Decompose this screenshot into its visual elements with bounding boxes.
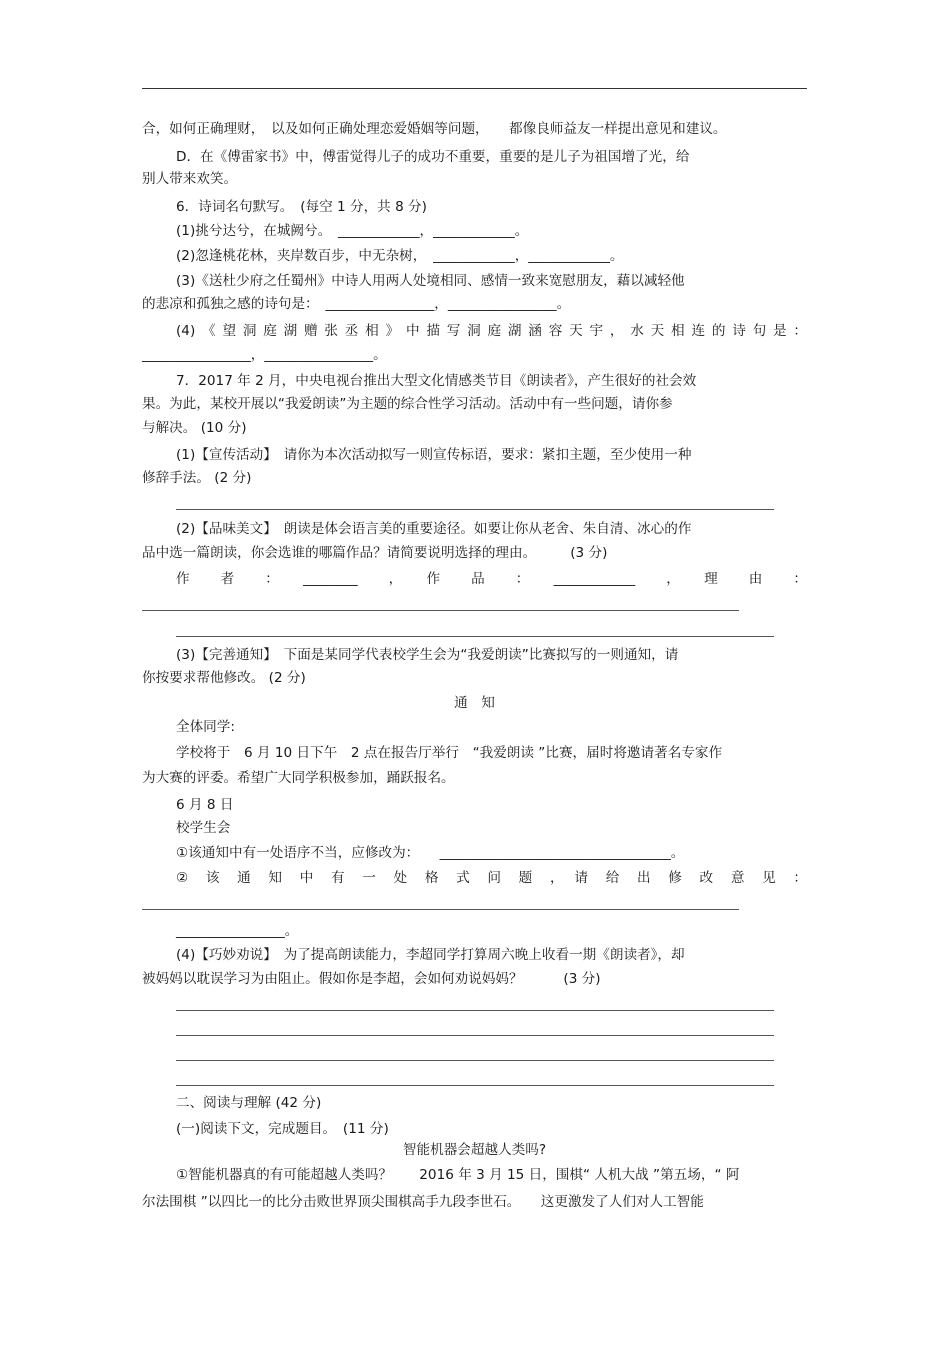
question-7-4-text: 被妈妈以耽误学习为由阻止。假如你是李超，会如何劝说妈妈？ (3 分) [142, 971, 601, 987]
header-rule [142, 88, 807, 89]
question-7-3-1: ①该通知中有一处语序不当，应修改为： __________________________________。 [176, 845, 685, 861]
section-2-1-title: (一)阅读下文，完成题目。 (11 分) [176, 1121, 389, 1137]
question-7-4: (4)【巧妙劝说】 为了提高朗读能力，李超同学打算周六晚上收看一期《朗读者》，却 [176, 947, 685, 963]
question-7-title: 7．2017 年 2 月，中央电视台推出大型文化情感类节目《朗读者》，产生很好的社会效 [176, 373, 697, 389]
question-7-3: (3)【完善通知】 下面是某同学代表校学生会为“我爱朗读”比赛拟写的一则通知，请 [176, 647, 679, 663]
question-6-title: 6．诗词名句默写。 (每空 1 分，共 8 分) [176, 199, 427, 215]
essay-paragraph: 尔法围棋 ”以四比一的比分击败世界顶尖围棋高手九段李世石。 这更激发了人们对人工智能 [142, 1194, 704, 1210]
answer-line [142, 610, 739, 611]
essay-paragraph: ①智能机器真的有可能超越人类吗？ 2016 年 3 月 15 日，围棋“ 人机大战 ”第五场，“ 阿 [176, 1167, 740, 1183]
essay-title: 智能机器会超越人类吗? [402, 1142, 547, 1158]
answer-line [176, 1010, 774, 1011]
question-7-3-text: 你按要求帮他修改。 (2 分) [142, 670, 306, 686]
answer-line [176, 1035, 774, 1036]
answer-line [176, 509, 774, 510]
answer-line [176, 1060, 774, 1061]
notice-body: 为大赛的评委。希望广大同学积极参加，踊跃报名。 [142, 770, 455, 786]
question-6-4: (4)《望洞庭湖赠张丞相》中描写洞庭湖涵容天宇，水天相连的诗句是： [176, 323, 807, 339]
question-7-text: 果。为此，某校开展以“我爱朗读”为主题的综合性学习活动。活动中有一些问题，请你参 [142, 396, 673, 412]
question-7-1: (1)【宣传活动】 请你为本次活动拟写一则宣传标语，要求：紧扣主题，至少使用一种 [176, 447, 692, 463]
question-6-2: (2)忽逢桃花林，夹岸数百步，中无杂树， ____________，____________。 [176, 248, 624, 264]
answer-line [142, 909, 739, 910]
notice-title: 通 知 [454, 695, 495, 711]
question-7-1-text: 修辞手法。 (2 分) [142, 470, 252, 486]
question-6-3: (3)《送杜少府之任蜀州》中诗人用两人处境相同、感情一致来宽慰朋友，藉以减轻他 [176, 273, 685, 289]
answer-line [176, 636, 774, 637]
section-2-title: 二、阅读与理解 (42 分) [176, 1095, 322, 1111]
question-7-text: 与解决。 (10 分) [142, 420, 247, 436]
notice-recipient: 全体同学: [176, 719, 235, 735]
question-7-3-2: ② 该 通 知 中 有 一 处 格 式 问 题 ， 请 给 出 修 改 意 见 ： [176, 870, 807, 886]
question-7-3-2-answer: ________________。 [176, 923, 299, 939]
notice-date: 6 月 8 日 [176, 797, 234, 813]
option-d: D．在《傅雷家书》中，傅雷觉得儿子的成功不重要，重要的是儿子为祖国增了光，给 [176, 149, 690, 165]
question-6-3-answer: 的悲凉和孤独之感的诗句是： ________________，________________。 [142, 296, 571, 312]
question-6-1: (1)挑兮达兮，在城阙兮。 ____________，____________。 [176, 223, 529, 239]
question-7-2: (2)【品味美文】 朗读是体会语言美的重要途径。如要让你从老舍、朱自清、冰心的作 [176, 521, 692, 537]
text-line: 合，如何正确理财， 以及如何正确处理恋爱婚姻等问题， 都像良师益友一样提出意见和建议。 [142, 121, 727, 137]
question-7-2-fields: 作 者 ： ________ ， 作 品 ： ____________ ， 理 由 ： [176, 571, 807, 587]
question-7-2-text: 品中选一篇朗读，你会选谁的哪篇作品？请简要说明选择的理由。 (3 分) [142, 545, 608, 561]
question-6-4-answer: ________________，________________。 [142, 347, 387, 363]
text-line: 别人带来欢笑。 [142, 171, 238, 187]
notice-body: 学校将于 6 月 10 日下午 2 点在报告厅举行 “我爱朗读 ”比赛，届时将邀请著名专家作 [176, 745, 723, 761]
notice-signature: 校学生会 [176, 820, 231, 836]
answer-line [176, 1085, 774, 1086]
